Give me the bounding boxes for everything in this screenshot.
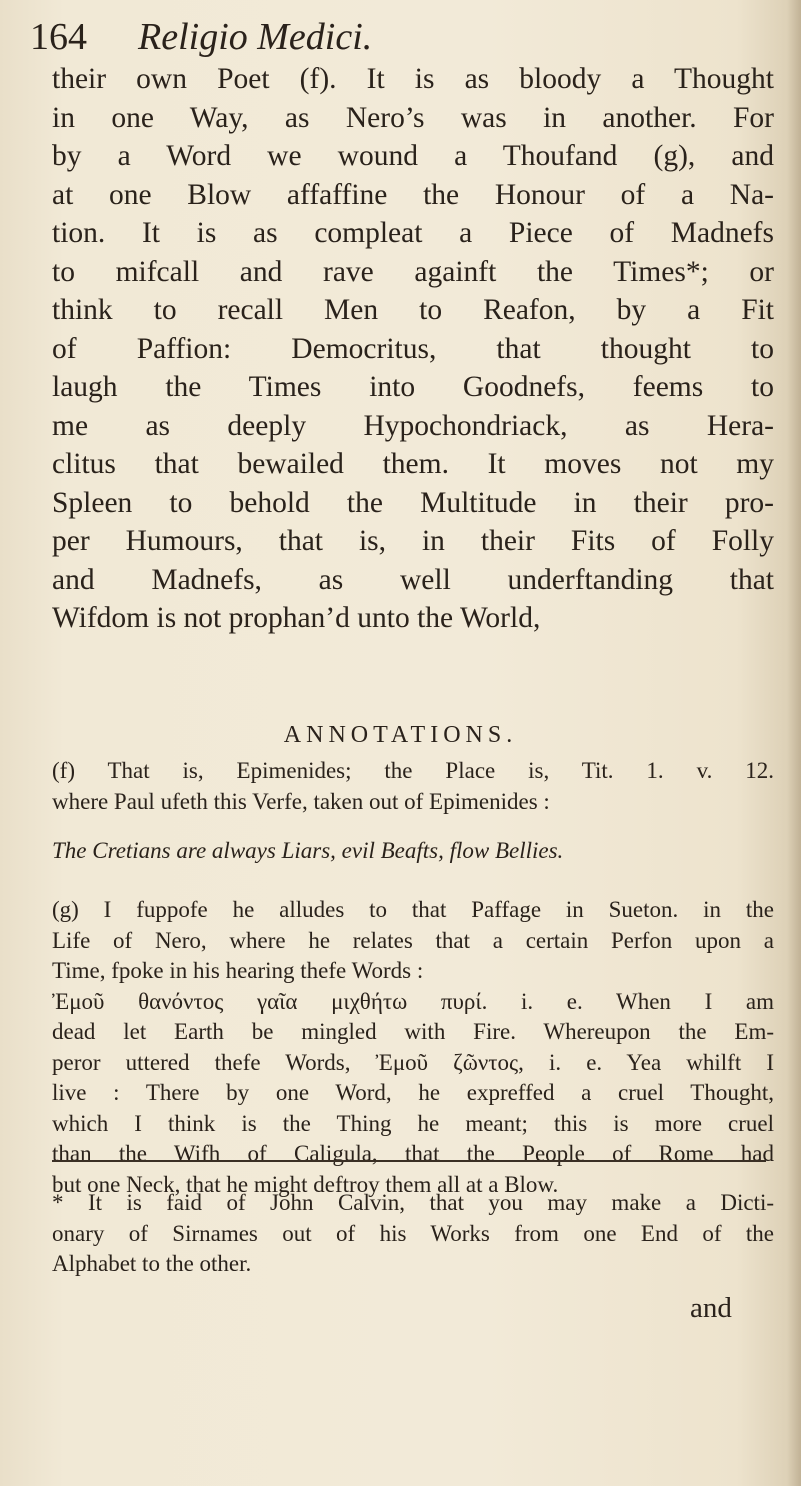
annotation-line: Time, fpoke in his hearing thefe Words :	[52, 958, 424, 983]
footnote-line: Alphabet to the other.	[52, 1251, 252, 1276]
footnote	[52, 1188, 774, 1280]
text-line: at one Blow affaffine the Honour of a Na-	[52, 178, 774, 211]
footnote-rule	[52, 1160, 766, 1162]
catchword: and	[690, 1292, 732, 1324]
annotation-line: Ἐμοῦ θανόντος γαῖα μιχθήτω πυρί. i. e. When I am	[52, 988, 774, 1014]
text-line: think to recall Men to Reafon, by a Fit	[52, 294, 774, 326]
annotation-line: than the Wifh of Caligula, that the People of Rome had	[52, 1141, 774, 1166]
annotation-line: (g) I fuppofe he alludes to that Paffage in Sueton. in the	[52, 897, 774, 922]
annotation-line: dead let Earth be mingled with Fire. Whereupon the Em-	[52, 1019, 774, 1044]
text-line: Spleen to behold the Multitude in their pro-	[52, 486, 774, 519]
annotation-line: (f) That is, Epimenides; the Place is, Tit. 1. v. 12.	[52, 758, 774, 783]
running-title: Religio Medici.	[138, 16, 373, 58]
text-line: in one Way, as Nero’s was in another. For	[52, 101, 774, 134]
annotation-line: but one Neck, that he might deftroy them all at a Blow.	[52, 1171, 559, 1197]
running-header	[30, 14, 790, 60]
footnote-line: onary of Sirnames out of his Works from one End of the	[52, 1220, 774, 1246]
text-line: their own Poet (f). It is as bloody a Thought	[52, 63, 774, 95]
annotation-line: where Paul ufeth this Verfe, taken out of Epimenides :	[52, 788, 550, 814]
annotation-line: which I think is the Thing he meant; this is more cruel	[52, 1110, 774, 1136]
text-line: per Humours, that is, in their Fits of Folly	[52, 525, 774, 557]
text-line: tion. It is as compleat a Piece of Madnefs	[52, 217, 774, 249]
annotation-f	[52, 756, 774, 817]
annotations-heading: ANNOTATIONS.	[283, 722, 518, 748]
main-text	[52, 60, 774, 638]
text-line: of Paffion: Democritus, that thought to	[52, 332, 774, 365]
text-line: and Madnefs, as well underftanding that	[52, 563, 774, 596]
annotation-line: peror uttered thefe Words, Ἐμοῦ ζῶντος, i. e. Yea whilft I	[52, 1049, 774, 1075]
annotation-g	[52, 895, 774, 1200]
text-line: to mifcall and rave againft the Times*; or	[52, 255, 774, 288]
annotation-line: live : There by one Word, he expreffed a cruel Thought,	[52, 1080, 774, 1105]
annotation-line: Life of Nero, where he relates that a certain Perfon upon a	[52, 927, 774, 953]
text-line: by a Word we wound a Thoufand (g), and	[52, 140, 774, 172]
text-line: laugh the Times into Goodnefs, feems to	[52, 371, 774, 403]
footnote-line: * It is faid of John Calvin, that you may make a Dicti-	[52, 1190, 774, 1215]
text-line: clitus that bewailed them. It moves not my	[52, 448, 774, 480]
page-number: 164	[30, 16, 87, 58]
text-line: me as deeply Hypochondriack, as Hera-	[52, 409, 774, 442]
quoted-verse: The Cretians are always Liars, evil Beafts, flow Bellies.	[52, 838, 564, 863]
text-line: Wifdom is not prophan’d unto the World,	[52, 602, 541, 634]
